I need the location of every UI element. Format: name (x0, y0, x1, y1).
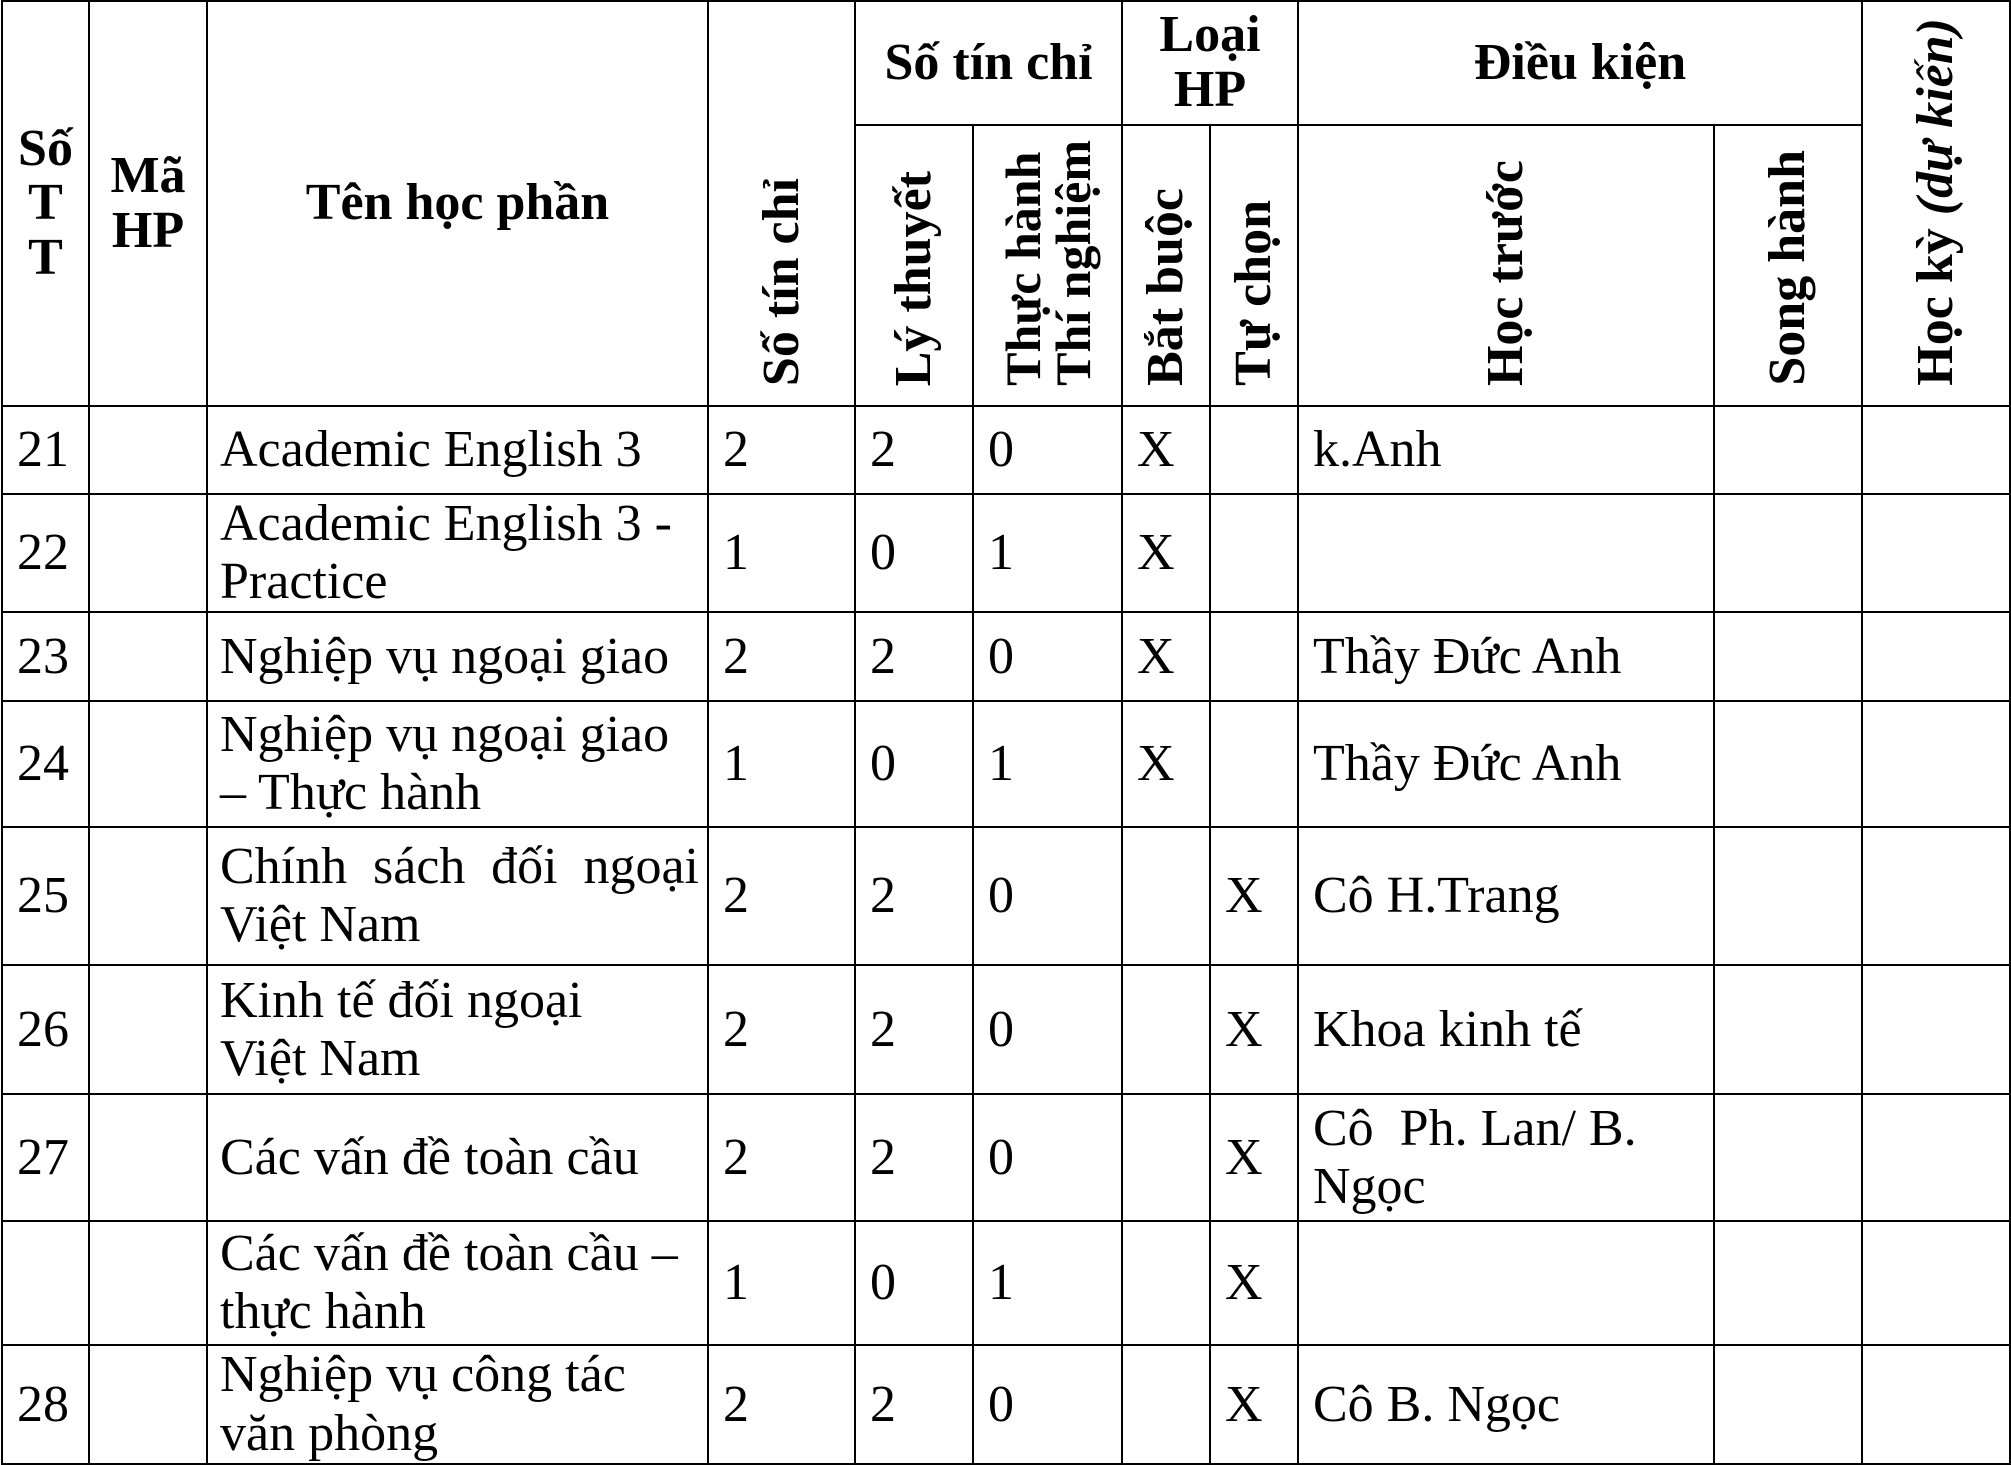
header-hoc-truoc: Học trước (1298, 125, 1714, 406)
cell-ten-hoc-phan: Chính sách đối ngoại Việt Nam (207, 827, 708, 965)
cell-tu-chon: X (1210, 1221, 1298, 1345)
cell-so-tin-chi: 1 (708, 1221, 855, 1345)
cell-so-tin-chi: 1 (708, 701, 855, 827)
cell-ten-hoc-phan: Kinh tế đối ngoại Việt Nam (207, 965, 708, 1094)
cell-stt: 25 (2, 827, 89, 965)
cell-ly-thuyet: 2 (855, 406, 973, 494)
course-table (1, 0, 2011, 1465)
cell-bat-buoc (1122, 965, 1210, 1094)
header-hoc-ky: Học kỳ (dự kiến) (1862, 1, 2010, 406)
cell-tu-chon (1210, 612, 1298, 701)
cell-ly-thuyet: 0 (855, 1221, 973, 1345)
cell-ly-thuyet: 2 (855, 1094, 973, 1221)
cell-ten-hoc-phan: Nghiệp vụ công tác văn phòng (207, 1345, 708, 1463)
cell-ten-hoc-phan: Academic English 3 - Practice (207, 494, 708, 612)
cell-hoc-truoc: Thầy Đức Anh (1298, 612, 1714, 701)
cell-stt: 21 (2, 406, 89, 494)
cell-ly-thuyet: 0 (855, 494, 973, 612)
cell-hoc-truoc (1298, 1221, 1714, 1345)
cell-hoc-ky (1862, 701, 2010, 827)
cell-hoc-ky (1862, 612, 2010, 701)
cell-hoc-ky (1862, 1345, 2010, 1463)
cell-tu-chon: X (1210, 965, 1298, 1094)
cell-song-hanh (1714, 494, 1862, 612)
cell-stt: 24 (2, 701, 89, 827)
cell-hoc-ky (1862, 406, 2010, 494)
cell-thuc-hanh: 0 (973, 406, 1122, 494)
cell-hoc-ky (1862, 1221, 2010, 1345)
cell-so-tin-chi: 2 (708, 1345, 855, 1463)
cell-song-hanh (1714, 1345, 1862, 1463)
cell-ly-thuyet: 0 (855, 701, 973, 827)
cell-bat-buoc: X (1122, 701, 1210, 827)
cell-thuc-hanh: 1 (973, 701, 1122, 827)
cell-ma-hp (89, 1345, 207, 1463)
cell-tu-chon: X (1210, 1345, 1298, 1463)
table-row (2, 612, 2010, 701)
cell-hoc-ky (1862, 494, 2010, 612)
cell-ten-hoc-phan: Các vấn đề toàn cầu (207, 1094, 708, 1221)
header-ly-thuyet: Lý thuyết (855, 125, 973, 406)
header-dieu-kien: Điều kiện (1298, 1, 1862, 125)
cell-stt (2, 1221, 89, 1345)
cell-bat-buoc (1122, 1221, 1210, 1345)
cell-ly-thuyet: 2 (855, 1345, 973, 1463)
cell-so-tin-chi: 2 (708, 1094, 855, 1221)
cell-hoc-truoc: Cô B. Ngọc (1298, 1345, 1714, 1463)
header-so-tin-chi: Số tín chỉ (708, 1, 855, 406)
cell-hoc-truoc: Thầy Đức Anh (1298, 701, 1714, 827)
cell-stt: 28 (2, 1345, 89, 1463)
cell-bat-buoc (1122, 1094, 1210, 1221)
cell-tu-chon (1210, 494, 1298, 612)
cell-song-hanh (1714, 701, 1862, 827)
cell-thuc-hanh: 0 (973, 965, 1122, 1094)
cell-thuc-hanh: 0 (973, 827, 1122, 965)
table-row (2, 701, 2010, 827)
cell-so-tin-chi: 2 (708, 827, 855, 965)
cell-hoc-ky (1862, 965, 2010, 1094)
cell-ma-hp (89, 827, 207, 965)
cell-so-tin-chi: 1 (708, 494, 855, 612)
cell-song-hanh (1714, 827, 1862, 965)
cell-tu-chon (1210, 406, 1298, 494)
cell-thuc-hanh: 0 (973, 612, 1122, 701)
cell-ma-hp (89, 701, 207, 827)
header-so-tin-chi-group: Số tín chỉ (855, 1, 1122, 125)
cell-ma-hp (89, 1221, 207, 1345)
cell-hoc-truoc: k.Anh (1298, 406, 1714, 494)
cell-so-tin-chi: 2 (708, 612, 855, 701)
cell-stt: 22 (2, 494, 89, 612)
header-ma-hp: Mã HP (89, 1, 207, 406)
cell-stt: 23 (2, 612, 89, 701)
cell-ly-thuyet: 2 (855, 827, 973, 965)
cell-tu-chon: X (1210, 1094, 1298, 1221)
table-row (2, 1345, 2010, 1463)
cell-hoc-truoc (1298, 494, 1714, 612)
cell-ly-thuyet: 2 (855, 965, 973, 1094)
cell-so-tin-chi: 2 (708, 965, 855, 1094)
header-song-hanh: Song hành (1714, 125, 1862, 406)
cell-stt: 26 (2, 965, 89, 1094)
cell-thuc-hanh: 1 (973, 1221, 1122, 1345)
cell-so-tin-chi: 2 (708, 406, 855, 494)
table-row (2, 494, 2010, 612)
cell-ma-hp (89, 965, 207, 1094)
cell-ma-hp (89, 612, 207, 701)
cell-stt: 27 (2, 1094, 89, 1221)
cell-bat-buoc: X (1122, 494, 1210, 612)
cell-song-hanh (1714, 1221, 1862, 1345)
cell-hoc-ky (1862, 827, 2010, 965)
cell-song-hanh (1714, 965, 1862, 1094)
cell-thuc-hanh: 0 (973, 1094, 1122, 1221)
cell-song-hanh (1714, 1094, 1862, 1221)
table-row (2, 1221, 2010, 1345)
cell-hoc-truoc: Cô Ph. Lan/ B. Ngọc (1298, 1094, 1714, 1221)
table-row (2, 965, 2010, 1094)
header-bat-buoc: Bắt buộc (1122, 125, 1210, 406)
cell-ma-hp (89, 494, 207, 612)
cell-ma-hp (89, 1094, 207, 1221)
cell-hoc-ky (1862, 1094, 2010, 1221)
cell-thuc-hanh: 0 (973, 1345, 1122, 1463)
cell-bat-buoc (1122, 827, 1210, 965)
header-loai-hp: Loại HP (1122, 1, 1298, 125)
cell-bat-buoc: X (1122, 406, 1210, 494)
cell-ten-hoc-phan: Các vấn đề toàn cầu – thực hành (207, 1221, 708, 1345)
table-row (2, 1094, 2010, 1221)
cell-song-hanh (1714, 406, 1862, 494)
cell-bat-buoc (1122, 1345, 1210, 1463)
cell-ten-hoc-phan: Nghiệp vụ ngoại giao – Thực hành (207, 701, 708, 827)
cell-hoc-truoc: Khoa kinh tế (1298, 965, 1714, 1094)
cell-tu-chon: X (1210, 827, 1298, 965)
cell-ten-hoc-phan: Academic English 3 (207, 406, 708, 494)
cell-tu-chon (1210, 701, 1298, 827)
cell-bat-buoc: X (1122, 612, 1210, 701)
header-stt: Số T T (2, 1, 89, 406)
header-ten-hoc-phan: Tên học phần (207, 1, 708, 406)
header-thuc-hanh: Thực hành Thí nghiệm (973, 125, 1122, 406)
cell-song-hanh (1714, 612, 1862, 701)
cell-ten-hoc-phan: Nghiệp vụ ngoại giao (207, 612, 708, 701)
cell-ma-hp (89, 406, 207, 494)
header-tu-chon: Tự chọn (1210, 125, 1298, 406)
cell-hoc-truoc: Cô H.Trang (1298, 827, 1714, 965)
cell-ly-thuyet: 2 (855, 612, 973, 701)
cell-thuc-hanh: 1 (973, 494, 1122, 612)
table-row (2, 406, 2010, 494)
table-row (2, 827, 2010, 965)
